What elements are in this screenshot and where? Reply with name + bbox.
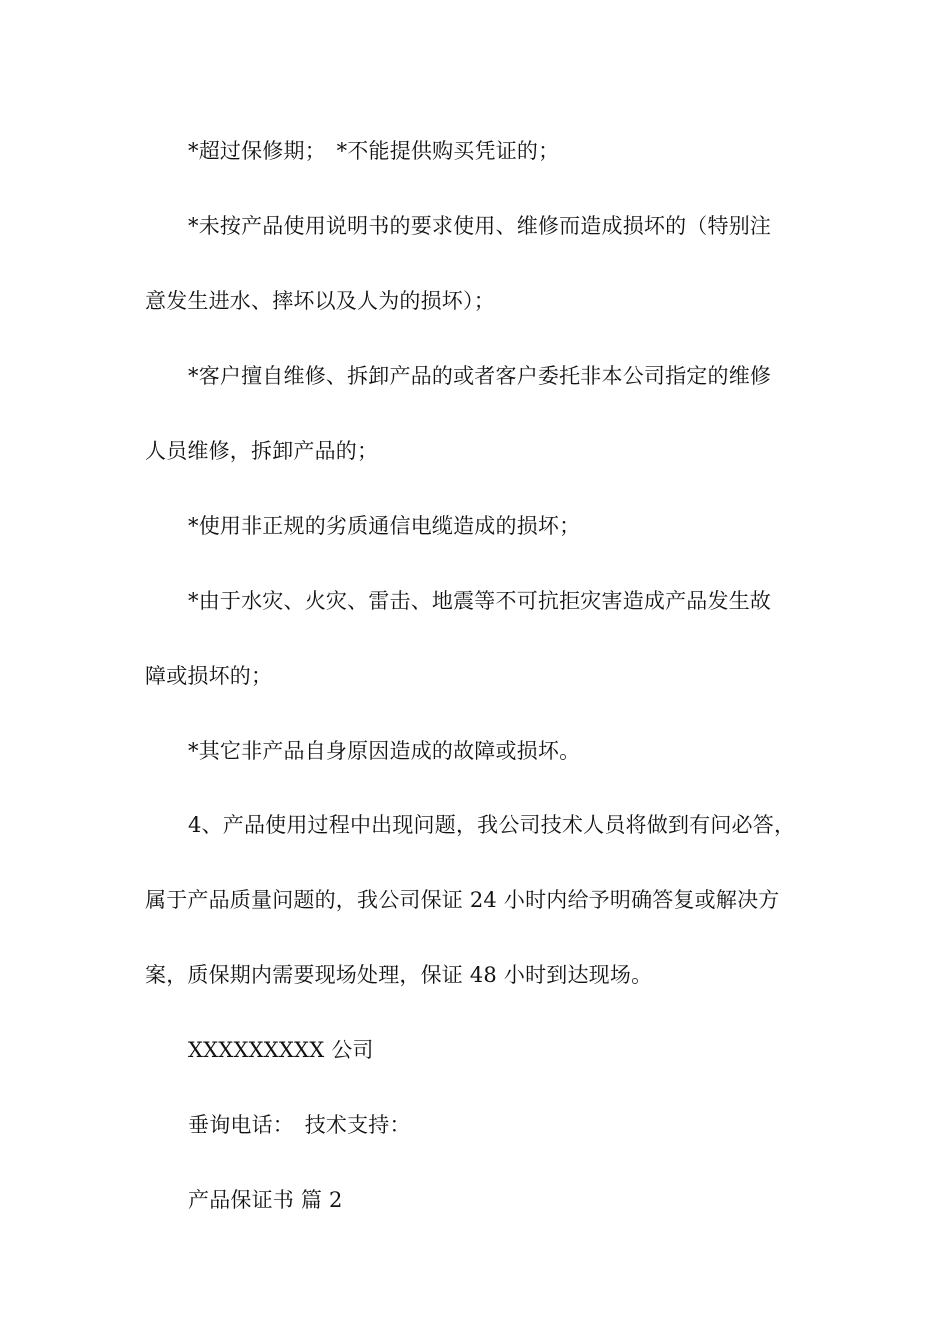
text-line-improper-use: *未按产品使用说明书的要求使用、维修而造成损坏的（特别注 [188, 214, 772, 238]
text-line-disaster-cont: 障或损坏的； [145, 664, 273, 688]
text-line-item-4: 4、产品使用过程中出现问题，我公司技术人员将做到有问必答， [188, 813, 796, 837]
text-line-item-4-cont: 属于产品质量问题的，我公司保证 24 小时内给予明确答复或解决方 [145, 888, 780, 912]
text-line-improper-use-cont: 意发生进水、摔坏以及人为的损坏）； [145, 289, 495, 313]
text-line-self-repair-cont: 人员维修，拆卸产品的； [145, 439, 379, 463]
text-line-other-causes: *其它非产品自身原因造成的故障或损坏。 [188, 739, 581, 763]
text-line-self-repair: *客户擅自维修、拆卸产品的或者客户委托非本公司指定的维修 [188, 364, 772, 388]
text-line-item-4-end: 案，质保期内需要现场处理，保证 48 小时到达现场。 [145, 963, 653, 987]
contact-info: 垂询电话： 技术支持： [188, 1113, 411, 1137]
text-line-warranty-expired: *超过保修期； *不能提供购买凭证的； [188, 139, 560, 163]
text-line-disaster: *由于水灾、火灾、雷击、地震等不可抗拒灾害造成产品发生故 [188, 589, 772, 613]
text-line-cable-damage: *使用非正规的劣质通信电缆造成的损坏； [188, 514, 581, 538]
section-heading: 产品保证书 篇 2 [188, 1188, 343, 1212]
company-name: XXXXXXXXX 公司 [188, 1038, 374, 1062]
